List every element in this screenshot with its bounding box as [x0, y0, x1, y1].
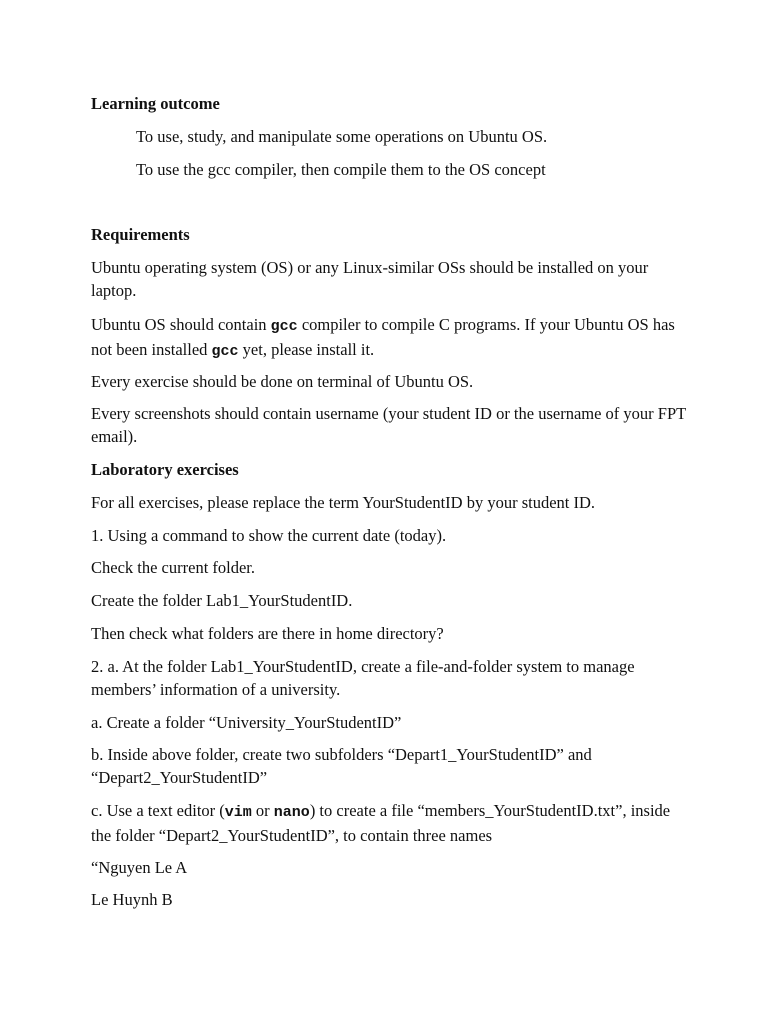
- exercise-1: 1. Using a command to show the current date (today).: [91, 526, 447, 545]
- exercise-2: 2. a. At the folder Lab1_YourStudentID, create a file-and-folder system to manage members’ information of a university.: [91, 657, 635, 699]
- text-segment: compiler to compile C programs. If your Ubuntu OS has not been installed: [91, 315, 675, 359]
- member-name: “Nguyen Le A: [91, 858, 188, 877]
- requirements-paragraph: Ubuntu operating system (OS) or any Linux-similar OSs should be installed on your laptop.: [91, 258, 649, 300]
- exercise-2a: a. Create a folder “University_YourStudentID”: [91, 713, 402, 732]
- text-segment: c. Use a text editor (: [91, 801, 225, 820]
- lab-heading: Laboratory exercises: [91, 460, 239, 479]
- exercise-1-then: Then check what folders are there in home directory?: [91, 624, 444, 643]
- text-segment: yet, please install it.: [238, 340, 375, 359]
- exercise-2c: [91, 799, 691, 847]
- exercise-2b: b. Inside above folder, create two subfolders “Depart1_YourStudentID” and “Depart2_YourStudentID”: [91, 745, 592, 787]
- text-segment: Ubuntu OS should contain: [91, 315, 271, 334]
- inline-code: gcc: [211, 343, 239, 360]
- requirements-paragraph: Every screenshots should contain username (your student ID or the username of your FPT email).: [91, 404, 686, 446]
- learning-outcome-item: To use, study, and manipulate some operations on Ubuntu OS.: [136, 127, 548, 146]
- exercise-1-check: Check the current folder.: [91, 558, 256, 577]
- inline-code: vim: [224, 804, 252, 821]
- requirements-heading: Requirements: [91, 225, 190, 244]
- requirements-paragraph: [91, 313, 691, 363]
- exercise-1-create: Create the folder Lab1_YourStudentID.: [91, 591, 353, 610]
- learning-outcome-heading: Learning outcome: [91, 94, 220, 113]
- text-segment: or: [251, 801, 274, 820]
- text-segment: ) to create a file “members_YourStudentID.txt”, inside the folder “Depart2_YourStudentID”, to contain three names: [91, 801, 671, 845]
- lab-intro: For all exercises, please replace the term YourStudentID by your student ID.: [91, 493, 596, 512]
- requirements-paragraph: Every exercise should be done on terminal of Ubuntu OS.: [91, 372, 474, 391]
- member-name: Le Huynh B: [91, 890, 173, 909]
- inline-code: gcc: [270, 318, 298, 335]
- inline-code: nano: [273, 804, 310, 821]
- learning-outcome-item: To use the gcc compiler, then compile them to the OS concept: [136, 160, 546, 179]
